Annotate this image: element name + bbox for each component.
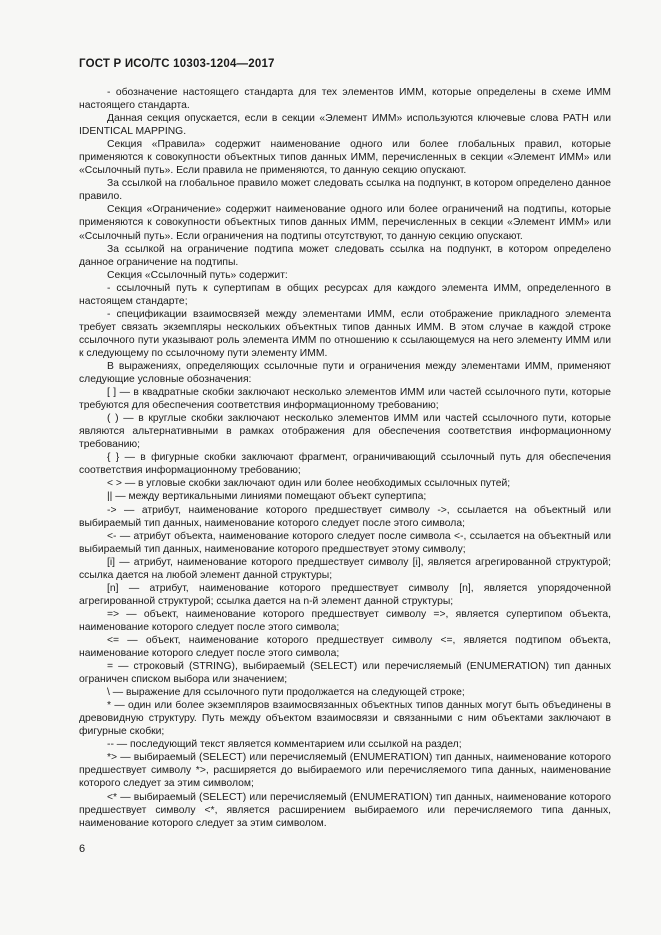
notation-item: \ — выражение для ссылочного пути продолжается на следующей строке;	[107, 687, 465, 699]
page-number: 6	[79, 843, 86, 855]
notation-item: = — строковый (STRING), выбираемый (SELECT) или перечисляемый (ENUMERATION) тип данных ограничен списком выбора или значением;	[79, 661, 611, 686]
paragraph: Секция «Ограничение» содержит наименование одного или более ограничений на подтипы, которые применяются к совокупности объектных типов данных ИММ, перечисленных в секции «Элемент ИММ» или «Ссылочный путь». Если ограничения на подтипы отсутствуют, то данную секцию опускают.	[79, 204, 611, 242]
notation-item: { } — в фигурные скобки заключают фрагмент, ограничивающий ссылочный путь для обеспечения соответствия информационному требованию;	[79, 452, 611, 477]
notation-item: <- — атрибут объекта, наименование которого следует после символа <-, ссылается на объектный или выбираемый тип данных, наименование которого предшествует этому символу;	[79, 530, 611, 555]
paragraph: - ссылочный путь к супертипам в общих ресурсах для каждого элемента ИММ, определенного в настоящем стандарте;	[79, 282, 611, 307]
notation-item: -- — последующий текст является комментарием или ссылкой на раздел;	[107, 739, 462, 751]
paragraph: - спецификации взаимосвязей между элементами ИММ, если отображение прикладного элемента требует связать экземпляры нескольких объектных типов данных ИММ. В этом случае в каждой строке ссылочного пути указывают роль элемента ИММ по отношению к ссылающемуся на него элементу ИММ или к следующему по ссылочному пути элементу ИММ.	[79, 308, 611, 359]
notation-item: < > — в угловые скобки заключают один или более необходимых ссылочных путей;	[107, 478, 511, 490]
notation-item: => — объект, наименование которого предшествует символу =>, является супертипом объекта, наименование которого следует после этого символа;	[79, 608, 611, 633]
notation-item: <* — выбираемый (SELECT) или перечисляемый (ENUMERATION) тип данных, наименование которого предшествует символу <*, является расширением выбираемого или перечисляемого типа данных, наименование которого следует за этим символом.	[79, 791, 611, 829]
notation-item: <= — объект, наименование которого предшествует символу <=, является подтипом объекта, наименование которого следует после этого символа;	[79, 634, 611, 660]
page-header: ГОСТ Р ИСО/ТС 10303-1204—2017	[79, 58, 275, 70]
paragraph: За ссылкой на глобальное правило может следовать ссылка на подпункт, в котором определено данное правило.	[79, 178, 611, 203]
paragraph: Данная секция опускается, если в секции «Элемент ИММ» используются ключевые слова PATH или IDENTICAL MAPPING.	[79, 113, 611, 138]
page-content	[79, 86, 611, 830]
notation-item: ( ) — в круглые скобки заключают несколько элементов ИММ или частей ссылочного пути, которые являются альтернативными в рамках отображения для обеспечения соответствия информационному требованию;	[79, 413, 611, 451]
paragraph: Секция «Ссылочный путь» содержит:	[107, 269, 288, 281]
paragraph: - обозначение настоящего стандарта для тех элементов ИММ, которые определены в схеме ИММ настоящего стандарта.	[79, 87, 611, 112]
notation-item: * — один или более экземпляров взаимосвязанных объектных типов данных могут быть объединены в древовидную структуру. Путь между объектом взаимосвязи и связанными с ним объектами заключают в фигурные скобки;	[79, 700, 611, 738]
notation-item: -> — атрибут, наименование которого предшествует символу ->, ссылается на объектный или выбираемый тип данных, наименование которого следует после этого символа;	[79, 504, 611, 529]
notation-item: [n] — атрибут, наименование которого предшествует символу [n], является упорядоченной агрегированной структурой; ссылка дается на n-й элемент данной структуры;	[79, 582, 611, 607]
notation-item: || — между вертикальными линиями помещают объект супертипа;	[107, 491, 427, 503]
paragraph: Секция «Правила» содержит наименование одного или более глобальных правил, которые применяются к совокупности объектных типов данных ИММ, перечисленных в секции «Элемент ИММ» или «Ссылочный путь». Если правила не применяются, то данную секцию опускают.	[79, 139, 611, 177]
notation-item: *> — выбираемый (SELECT) или перечисляемый (ENUMERATION) тип данных, наименование которого предшествует символу *>, расширяется до выбираемого или перечисляемого типа данных, наименование которого следует за этим символом;	[79, 752, 611, 790]
notation-item: [i] — атрибут, наименование которого предшествует символу [i], является агрегированной структурой; ссылка дается на любой элемент данной структуры;	[79, 556, 611, 581]
paragraph: За ссылкой на ограничение подтипа может следовать ссылка на подпункт, в котором определено данное ограничение на подтипы.	[79, 243, 611, 268]
paragraph: В выражениях, определяющих ссылочные пути и ограничения между элементами ИММ, применяют следующие условные обозначения:	[79, 360, 611, 386]
notation-item: [ ] — в квадратные скобки заключают несколько элементов ИММ или частей ссылочного пути, которые требуются для обеспечения соответствия информационному требованию;	[79, 387, 611, 412]
